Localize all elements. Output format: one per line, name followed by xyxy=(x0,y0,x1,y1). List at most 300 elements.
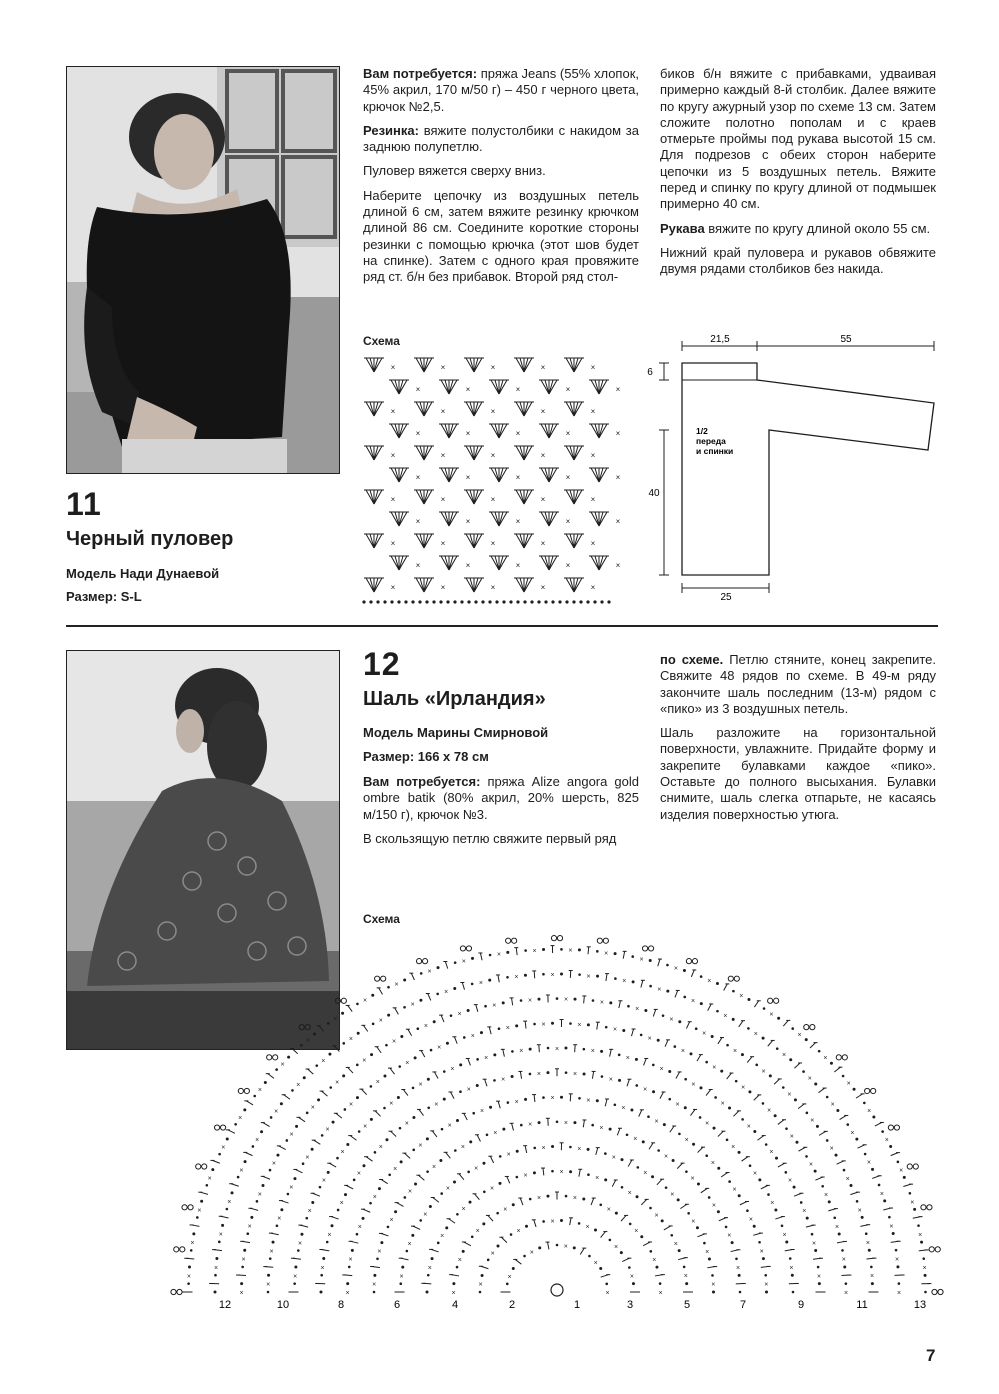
fan-motif xyxy=(514,534,546,548)
rows-paragraph-12: по схеме. Петлю стяните, конец закрепите. Свяжите 48 рядов по схеме. В 49-м ряду закончите шаль последним (13-м) рядом с «пико» из 3 воздушных петель. xyxy=(660,652,936,716)
svg-text:×: × xyxy=(705,1120,710,1128)
svg-text:×: × xyxy=(457,1010,462,1018)
svg-text:×: × xyxy=(605,1290,610,1297)
svg-text:×: × xyxy=(327,1231,332,1239)
svg-text:×: × xyxy=(590,363,596,372)
svg-text:×: × xyxy=(293,1273,298,1281)
svg-text:×: × xyxy=(480,1108,485,1116)
svg-text:×: × xyxy=(659,1066,664,1074)
svg-text:×: × xyxy=(540,363,546,372)
svg-text:×: × xyxy=(277,1215,282,1223)
svg-text:×: × xyxy=(340,1149,345,1157)
svg-text:×: × xyxy=(289,1131,294,1139)
svg-text:×: × xyxy=(807,1075,812,1083)
fan-motif xyxy=(539,380,571,394)
svg-text:×: × xyxy=(296,1082,301,1090)
fan-motif xyxy=(514,402,546,416)
svg-text:×: × xyxy=(378,1017,383,1025)
svg-text:×: × xyxy=(802,1208,807,1216)
svg-text:×: × xyxy=(310,1104,315,1112)
instructions-12-col1 xyxy=(363,774,639,855)
svg-text:×: × xyxy=(451,1290,456,1297)
svg-text:×: × xyxy=(604,950,609,958)
magic-ring xyxy=(551,1284,563,1296)
svg-text:×: × xyxy=(684,1136,689,1144)
svg-text:×: × xyxy=(731,1143,736,1151)
row-number-8: 8 xyxy=(337,1299,345,1311)
svg-text:×: × xyxy=(339,1200,344,1208)
svg-text:×: × xyxy=(769,1011,774,1019)
svg-text:×: × xyxy=(255,1137,260,1145)
fan-motif xyxy=(589,512,621,526)
svg-text:×: × xyxy=(257,1191,262,1199)
svg-text:×: × xyxy=(418,1081,423,1089)
svg-text:×: × xyxy=(585,1224,590,1232)
instructions-11-col2 xyxy=(660,66,936,286)
svg-text:×: × xyxy=(333,1016,338,1024)
svg-text:×: × xyxy=(673,1240,678,1248)
rib-paragraph-11: Резинка: вяжите полустолбики с накидом за заднюю полупетлю. xyxy=(363,122,639,155)
svg-text:×: × xyxy=(691,1218,696,1226)
svg-text:×: × xyxy=(753,1031,758,1039)
note-line2: переда xyxy=(696,436,726,446)
svg-text:×: × xyxy=(789,1133,794,1141)
cast-on-paragraph-11: Наберите цепочку из воздушных петель длиной 6 см, затем вяжите резинку крючком длиной 86 см. Соедините короткие стороны резинки с помощью крючка (этот шов будет на спинке). Затем с одного края провяжите ряд ст. б/н без прибавок. Второй ряд стол- xyxy=(363,187,639,285)
row-number-9: 9 xyxy=(797,1299,805,1311)
fan-motif xyxy=(439,556,471,570)
svg-text:×: × xyxy=(782,1231,787,1239)
svg-text:×: × xyxy=(615,517,621,526)
svg-text:×: × xyxy=(515,517,521,526)
svg-text:×: × xyxy=(680,1048,686,1056)
svg-text:×: × xyxy=(759,1248,764,1256)
size-12: Размер: 166 х 78 см xyxy=(363,749,489,764)
schema-label-11: Схема xyxy=(363,334,400,348)
svg-text:×: × xyxy=(465,429,471,438)
svg-text:×: × xyxy=(540,583,546,592)
fan-motif xyxy=(414,534,446,548)
svg-text:×: × xyxy=(445,1185,450,1193)
svg-text:×: × xyxy=(405,1060,410,1068)
svg-text:×: × xyxy=(515,473,521,482)
svg-text:×: × xyxy=(434,1101,439,1109)
fan-motif xyxy=(539,424,571,438)
svg-text:×: × xyxy=(675,1101,680,1109)
svg-text:×: × xyxy=(590,407,596,416)
project-number-12: 12 xyxy=(363,646,401,682)
svg-text:×: × xyxy=(390,407,396,416)
dim-left-big: 40 xyxy=(648,488,660,499)
fan-motif xyxy=(464,358,496,372)
svg-text:×: × xyxy=(770,1200,775,1208)
sleeves-paragraph-11: Рукава вяжите по кругу длиной около 55 см. xyxy=(660,220,931,236)
svg-text:×: × xyxy=(563,1120,569,1128)
svg-text:×: × xyxy=(407,1188,413,1196)
svg-text:×: × xyxy=(652,1257,657,1265)
fan-motif xyxy=(514,578,546,592)
svg-text:×: × xyxy=(404,1120,409,1128)
svg-text:×: × xyxy=(444,989,449,997)
svg-text:×: × xyxy=(516,1227,521,1235)
pattern-diagram-11-svg xyxy=(636,330,941,605)
project-title-12: Шаль «Ирландия» xyxy=(363,688,546,710)
svg-text:×: × xyxy=(673,965,679,973)
svg-text:×: × xyxy=(465,473,471,482)
note-line1: 1/2 xyxy=(696,426,708,436)
dim-bottom: 25 xyxy=(720,592,732,603)
svg-text:×: × xyxy=(239,1167,244,1175)
svg-text:×: × xyxy=(879,1190,885,1198)
fan-motif xyxy=(564,490,596,504)
svg-text:×: × xyxy=(238,1115,243,1123)
svg-text:×: × xyxy=(274,1108,279,1116)
dim-top-left: 21,5 xyxy=(710,334,730,345)
svg-text:×: × xyxy=(811,1240,817,1248)
svg-text:×: × xyxy=(918,1231,923,1239)
svg-text:×: × xyxy=(390,583,396,592)
svg-text:×: × xyxy=(705,1248,710,1256)
svg-text:×: × xyxy=(461,958,466,966)
fan-motif xyxy=(564,534,596,548)
svg-text:×: × xyxy=(372,1193,377,1201)
svg-text:×: × xyxy=(896,1290,902,1297)
svg-text:×: × xyxy=(478,979,483,987)
svg-text:×: × xyxy=(377,1248,382,1256)
svg-text:×: × xyxy=(782,1052,787,1060)
svg-text:×: × xyxy=(470,1032,475,1040)
svg-text:×: × xyxy=(643,1169,648,1177)
svg-text:×: × xyxy=(490,407,496,416)
svg-text:×: × xyxy=(727,1232,732,1240)
fan-motif xyxy=(364,446,396,460)
svg-text:×: × xyxy=(586,973,591,981)
stitch-chart-11-svg xyxy=(360,352,621,608)
svg-text:×: × xyxy=(843,1290,849,1297)
svg-text:×: × xyxy=(247,1223,252,1231)
svg-text:×: × xyxy=(410,1001,415,1009)
picot-edge xyxy=(171,936,943,1295)
svg-text:×: × xyxy=(507,1273,512,1281)
svg-text:×: × xyxy=(910,1199,915,1207)
svg-text:×: × xyxy=(221,1144,226,1152)
fan-motif xyxy=(439,380,471,394)
svg-text:×: × xyxy=(447,1122,452,1130)
pattern-diagram-11 xyxy=(636,330,941,605)
svg-text:×: × xyxy=(824,1191,829,1199)
svg-text:×: × xyxy=(711,1202,717,1210)
svg-text:×: × xyxy=(746,1123,751,1131)
svg-text:×: × xyxy=(501,1076,506,1084)
svg-text:×: × xyxy=(865,1239,870,1247)
svg-text:×: × xyxy=(241,1256,246,1264)
svg-text:×: × xyxy=(489,1185,495,1193)
svg-text:×: × xyxy=(565,385,571,394)
svg-text:×: × xyxy=(712,1064,717,1072)
svg-text:×: × xyxy=(540,539,546,548)
fan-motif xyxy=(489,424,521,438)
svg-text:×: × xyxy=(415,561,421,570)
svg-text:×: × xyxy=(835,1223,840,1231)
svg-text:×: × xyxy=(590,1048,595,1056)
svg-text:×: × xyxy=(627,1189,632,1197)
svg-text:×: × xyxy=(390,451,396,460)
svg-text:×: × xyxy=(639,956,644,964)
svg-text:×: × xyxy=(307,1208,312,1216)
body-paragraph-11: биков б/н вяжите с прибавками, удваивая примерно каждый 8-й столбик. Далее вяжите по кругу ажурный узор по схеме 13 см. Затем сложите полотно пополам и с краев отмерьте проймы под рукава высотой 15 см. Для подрезов с обеих сторон наберите цепочки из 5 воздушных петель. Вяжите перед и спинку по кругу длиной от подмышек примерно 40 см. xyxy=(660,66,936,212)
fan-motif xyxy=(464,402,496,416)
svg-text:×: × xyxy=(227,1198,232,1206)
svg-text:×: × xyxy=(540,451,546,460)
project-title-11: Черный пуловер xyxy=(66,528,234,550)
svg-text:×: × xyxy=(363,1123,368,1131)
size-11: Размер: S-L xyxy=(66,589,142,604)
svg-text:×: × xyxy=(625,1054,630,1062)
svg-text:×: × xyxy=(550,1218,555,1226)
svg-text:×: × xyxy=(492,1002,497,1010)
svg-text:×: × xyxy=(611,1154,616,1162)
svg-text:×: × xyxy=(657,986,662,994)
fan-motif xyxy=(539,468,571,482)
fan-motif xyxy=(489,512,521,526)
svg-text:×: × xyxy=(720,1100,725,1108)
svg-text:×: × xyxy=(732,1186,737,1194)
svg-text:×: × xyxy=(691,1081,696,1089)
svg-text:×: × xyxy=(590,495,596,504)
svg-text:×: × xyxy=(515,429,521,438)
chain-row xyxy=(362,600,610,603)
svg-text:×: × xyxy=(764,1281,769,1289)
svg-text:×: × xyxy=(615,561,621,570)
svg-text:×: × xyxy=(437,1044,442,1052)
fan-motif xyxy=(439,424,471,438)
svg-text:×: × xyxy=(690,1175,695,1183)
page-number: 7 xyxy=(926,1346,936,1365)
svg-text:×: × xyxy=(741,1084,746,1092)
svg-text:×: × xyxy=(218,1231,223,1239)
svg-text:×: × xyxy=(563,996,569,1004)
fan-motif xyxy=(464,490,496,504)
materials-paragraph-12: Вам потребуется: пряжа Alize angora gold ombre batik (80% акрил, 20% шерсть, 825 м/150 г), крючок №3. xyxy=(363,774,639,822)
svg-text:×: × xyxy=(190,1240,195,1248)
fan-motif xyxy=(514,358,546,372)
svg-text:×: × xyxy=(711,1281,716,1289)
row-number-1: 1 xyxy=(573,1299,581,1311)
svg-text:×: × xyxy=(647,1035,652,1043)
svg-text:×: × xyxy=(466,1086,471,1094)
fan-motif xyxy=(389,424,421,438)
note-line3: и спинки xyxy=(696,446,734,456)
schema-label-12: Схема xyxy=(363,912,400,926)
chart-ring xyxy=(395,1143,718,1294)
fan-motif xyxy=(414,490,446,504)
svg-text:×: × xyxy=(297,1240,303,1248)
svg-text:×: × xyxy=(590,583,596,592)
photo-black-pullover-drawing xyxy=(67,67,339,473)
svg-text:×: × xyxy=(214,1264,219,1272)
fan-motif xyxy=(489,468,521,482)
fan-motif xyxy=(589,556,621,570)
dim-left-small: 6 xyxy=(647,367,653,378)
fan-motif xyxy=(414,578,446,592)
photo-black-pullover xyxy=(66,66,340,474)
svg-text:×: × xyxy=(490,539,496,548)
svg-text:×: × xyxy=(440,451,446,460)
svg-text:×: × xyxy=(899,1167,904,1175)
svg-text:×: × xyxy=(423,1023,428,1031)
svg-text:×: × xyxy=(707,977,712,985)
svg-text:×: × xyxy=(922,1264,927,1272)
svg-text:×: × xyxy=(478,1281,483,1289)
svg-text:×: × xyxy=(565,473,571,482)
svg-text:×: × xyxy=(767,1107,772,1115)
fan-motif xyxy=(464,534,496,548)
svg-text:×: × xyxy=(407,1241,412,1249)
fan-motif xyxy=(564,358,596,372)
svg-text:×: × xyxy=(460,1144,465,1152)
svg-text:×: × xyxy=(599,1124,604,1132)
svg-text:×: × xyxy=(475,1228,480,1236)
svg-text:×: × xyxy=(629,1273,634,1281)
svg-text:×: × xyxy=(540,495,546,504)
svg-text:×: × xyxy=(266,1281,271,1289)
fan-motif xyxy=(464,446,496,460)
svg-text:×: × xyxy=(440,363,446,372)
project-number-11: 11 xyxy=(66,486,102,522)
svg-text:×: × xyxy=(841,1256,846,1264)
svg-text:×: × xyxy=(788,1177,793,1185)
svg-text:×: × xyxy=(461,1206,466,1214)
svg-text:×: × xyxy=(415,473,421,482)
svg-text:×: × xyxy=(541,1021,546,1029)
svg-text:×: × xyxy=(536,1071,541,1079)
svg-text:×: × xyxy=(739,993,744,1001)
row-number-3: 3 xyxy=(626,1299,634,1311)
svg-text:×: × xyxy=(320,1264,325,1272)
svg-text:×: × xyxy=(474,1165,479,1173)
chart-ring xyxy=(236,995,878,1297)
row-number-7: 7 xyxy=(739,1299,747,1311)
svg-text:×: × xyxy=(608,1076,613,1084)
svg-text:×: × xyxy=(550,971,555,979)
model-credit-11: Модель Нади Дунаевой xyxy=(66,566,220,581)
svg-text:×: × xyxy=(506,1151,511,1159)
svg-text:×: × xyxy=(577,1145,582,1153)
svg-text:×: × xyxy=(362,1057,367,1065)
svg-text:×: × xyxy=(335,1079,340,1087)
svg-text:×: × xyxy=(523,1172,528,1180)
chart-ring xyxy=(370,1118,746,1293)
svg-text:×: × xyxy=(415,517,421,526)
svg-text:×: × xyxy=(305,1154,310,1162)
model-credit-12: Модель Марины Смирновой xyxy=(363,725,549,740)
chart-ring xyxy=(315,1069,799,1294)
svg-text:×: × xyxy=(348,1256,353,1264)
svg-text:×: × xyxy=(663,1153,669,1161)
svg-text:×: × xyxy=(490,583,496,592)
svg-text:×: × xyxy=(846,1080,851,1088)
svg-text:×: × xyxy=(599,999,604,1007)
svg-text:×: × xyxy=(372,1281,377,1289)
fan-motif xyxy=(514,446,546,460)
svg-text:×: × xyxy=(440,495,446,504)
svg-text:×: × xyxy=(427,1264,432,1272)
direction-paragraph-11: Пуловер вяжется сверху вниз. xyxy=(363,163,546,179)
svg-text:×: × xyxy=(568,947,573,955)
svg-text:×: × xyxy=(735,1265,741,1273)
svg-text:×: × xyxy=(390,363,396,372)
svg-text:×: × xyxy=(269,1248,274,1256)
svg-text:×: × xyxy=(810,1117,815,1125)
chart-ring xyxy=(209,970,904,1297)
svg-text:×: × xyxy=(691,998,696,1006)
svg-text:×: × xyxy=(321,1057,326,1065)
svg-text:×: × xyxy=(829,1145,834,1153)
svg-text:×: × xyxy=(590,451,596,460)
svg-text:×: × xyxy=(465,561,471,570)
svg-text:×: × xyxy=(702,1030,707,1038)
svg-text:×: × xyxy=(615,429,621,438)
svg-text:×: × xyxy=(869,1273,875,1281)
svg-text:×: × xyxy=(615,473,621,482)
dim-top-right: 55 xyxy=(840,334,852,345)
fan-motif xyxy=(364,490,396,504)
svg-text:×: × xyxy=(415,385,421,394)
instructions-11-col1 xyxy=(363,66,639,294)
chart-ring xyxy=(475,1218,640,1293)
svg-text:×: × xyxy=(654,1212,659,1220)
svg-text:×: × xyxy=(186,1273,191,1281)
svg-text:×: × xyxy=(362,997,368,1005)
svg-text:×: × xyxy=(348,1036,353,1044)
fan-motif xyxy=(389,380,421,394)
svg-text:×: × xyxy=(440,407,446,416)
svg-text:×: × xyxy=(375,1079,380,1087)
svg-text:×: × xyxy=(577,1022,582,1030)
svg-text:×: × xyxy=(440,583,446,592)
svg-text:×: × xyxy=(658,1290,663,1297)
svg-text:×: × xyxy=(514,1098,519,1106)
fan-motif xyxy=(364,402,396,416)
svg-text:×: × xyxy=(823,1055,828,1063)
fan-motif xyxy=(539,512,571,526)
svg-text:×: × xyxy=(356,1170,361,1178)
svg-text:×: × xyxy=(493,1129,498,1137)
svg-text:×: × xyxy=(349,1101,354,1109)
svg-text:×: × xyxy=(595,1175,600,1183)
chart-ring xyxy=(501,1242,611,1297)
svg-text:×: × xyxy=(669,1016,674,1024)
row-number-6: 6 xyxy=(393,1299,401,1311)
svg-text:×: × xyxy=(378,1143,383,1151)
fan-motif xyxy=(364,578,396,592)
svg-text:×: × xyxy=(515,561,521,570)
svg-text:×: × xyxy=(850,1129,855,1137)
svg-text:×: × xyxy=(797,1031,802,1039)
svg-text:×: × xyxy=(239,1290,244,1297)
fan-motif xyxy=(564,446,596,460)
svg-text:×: × xyxy=(590,539,596,548)
svg-text:×: × xyxy=(573,1071,578,1079)
row-number-10: 10 xyxy=(276,1299,290,1311)
svg-text:×: × xyxy=(496,951,501,959)
svg-text:×: × xyxy=(621,1105,626,1113)
svg-text:×: × xyxy=(450,1066,455,1074)
row-number-12: 12 xyxy=(218,1299,232,1311)
svg-text:×: × xyxy=(503,1206,508,1214)
svg-text:×: × xyxy=(423,1211,428,1219)
fan-motif xyxy=(389,556,421,570)
svg-text:×: × xyxy=(633,1136,638,1144)
